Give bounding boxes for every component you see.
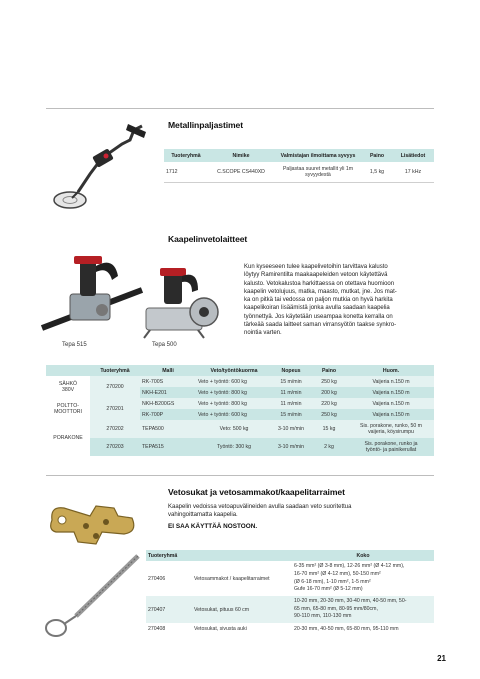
col-header: Lisätiedot [392, 149, 434, 162]
tepa-500-image [142, 262, 222, 340]
table-row: 270407 Vetosukat, pituus 60 cm 10-20 mm, 20-30 mm, 30-40 mm, 40-50 mm, 50- 65 mm, 65-80 mm, 80-95 mm/80cm, 90-110 mm, 110-130 mm [146, 596, 434, 623]
col-header: Veto/työntökuorma [196, 365, 272, 376]
caption-tepa-515: Tepa 515 [62, 342, 87, 348]
table-row: 270408 Vetosukat, sivusta auki 20-30 mm, 40-50 mm, 65-80 mm, 95-110 mm [146, 623, 434, 635]
col-header: Nimike [208, 149, 274, 162]
col-header: Paino [362, 149, 392, 162]
table-row: 270406 Vetosammakot / kaapelitarraimet 6-35 mm² (Ø 3-8 mm), 12-26 mm² (Ø 4-12 mm), 16-70 mm² (Ø 4-12 mm), 50-150 mm² (Ø 6-18 mm), 1-10 mm², 1-5 mm² Gufe 16-70 mm² (Ø 5-12 mm) [146, 561, 434, 596]
table-row: NKH-E201 Veto + työntö: 800 kg 11 m/min 200 kg Vaijeria n.150 m [46, 387, 434, 398]
page-number: 21 [437, 654, 446, 663]
cable-grip-image [44, 498, 140, 556]
table-row: PORAKONE 270202 TEPA500 Veto: 500 kg 3-10 m/min 15 kg Sis. porakone, runko, 50 m vaijeria, köysirumpu [46, 420, 434, 438]
size: 20-30 mm, 40-50 mm, 65-80 mm, 95-110 mm [294, 626, 399, 632]
pulling-sock-image [42, 550, 146, 642]
col-header: Valmistajan ilmoittama syvyys [274, 149, 362, 162]
cable-puller-description: Kun kyseeseen tulee kaapelivetoihin tarvittava kalusto löytyy Ramirentilta maakaapeleiden vetoon käytettävä kalusto. Vetokalustoa harkittaessa on otettava huomioon kaapelin vetolujuus, matka, maasto, mutkat, jne. Jos mat- ka on pitkä tai vedossa on paljon mutkia on hyvä harkita kaapelikoiran lisäämistä jonka avulla saadaan kaapelia työnnettyä. Jos käytetään useampaa konetta kerralla on tärkeää saada laitteet saman virransyötön taakse synkro- nointia varten. [244, 264, 397, 337]
section-title-cable-pullers: Kaapelinvetolaitteet [168, 234, 248, 244]
top-rule [46, 108, 434, 109]
col-header: Malli [140, 365, 196, 376]
col-header: Tuoteryhmä [90, 365, 140, 376]
col-header: Tuoteryhmä [164, 149, 208, 162]
product-group: 1712 [166, 168, 178, 175]
col-header: Koko [292, 550, 434, 561]
note: Sis. porakone, runko, 50 m vaijeria, köysirumpu [360, 423, 422, 435]
cable-puller-table [46, 365, 434, 456]
table-row: POLTTO- MOOTTORI 270201 NKH-B200GS Veto + työntö: 800 kg 11 m/min 220 kg Vaijeria n.150 m [46, 398, 434, 409]
note: Sis. porakone, runko ja työntö- ja painikerullat [364, 441, 418, 453]
metal-detector-image [50, 118, 150, 214]
col-header [192, 550, 292, 561]
lifting-warning: EI SAA KÄYTTÄÄ NOSTOON. [168, 523, 258, 530]
product-group: 270203 [106, 444, 124, 450]
product-name: C.SCOPE CS440XD [217, 168, 265, 175]
table-row: SÄHKÖ 380V 270200 RK-700S Veto + työntö: 600 kg 15 m/min 250 kg Vaijeria n.150 m [46, 376, 434, 387]
metal-detector-table [164, 149, 434, 183]
table-row [164, 162, 434, 182]
section-title-metal-detectors: Metallinpaljastimet [168, 120, 243, 130]
pulling-sock-description: Kaapelin vedoissa vetoapuvälineiden avulla saadaan veto suoritettua vahingoittamatta kaapelia. [168, 504, 352, 519]
product-group: 270201 [90, 398, 140, 420]
col-header: Tuoteryhmä [146, 550, 192, 561]
product-group: 270202 [106, 426, 124, 432]
section-title-pulling-socks: Vetosukat ja vetosammakot/kaapelitarraimet [168, 487, 345, 497]
depth: Paljastaa suuret metallit yli 1m syvyydestä [282, 165, 354, 178]
size: 6-35 mm² (Ø 3-8 mm), 12-26 mm² (Ø 4-12 mm), 16-70 mm² (Ø 4-12 mm), 50-150 mm² (Ø 6-18 mm), 1-10 mm², 1-5 mm² Gufe 16-70 mm² (Ø 5-12 mm) [294, 563, 405, 593]
col-header: Nopeus [272, 365, 310, 376]
tepa-515-image [40, 250, 144, 340]
col-header: Paino [310, 365, 348, 376]
group-label-drill: PORAKONE [46, 420, 90, 456]
col-header [46, 365, 90, 376]
weight: 1,5 kg [369, 168, 385, 175]
group-label-combustion: POLTTO- MOOTTORI [54, 403, 82, 415]
group-label-electric: SÄHKÖ 380V [58, 381, 78, 393]
table-row: RK-700P Veto + työntö: 600 kg 15 m/min 250 kg Vaijeria n.150 m [46, 409, 434, 420]
product-group: 270200 [90, 376, 140, 398]
table-row: 270203 TEPA515 Työntö: 300 kg 3-10 m/min 2 kg Sis. porakone, runko ja työntö- ja painikerullat [46, 438, 434, 456]
middle-rule [46, 475, 434, 476]
size: 10-20 mm, 20-30 mm, 30-40 mm, 40-50 mm, 50- 65 mm, 65-80 mm, 80-95 mm/80cm, 90-110 mm, 110-130 mm [294, 598, 407, 620]
extra-info: 17 kHz [404, 168, 422, 175]
caption-tepa-500: Tepa 500 [152, 342, 177, 348]
pulling-sock-table [146, 550, 434, 635]
col-header: Huom. [348, 365, 434, 376]
